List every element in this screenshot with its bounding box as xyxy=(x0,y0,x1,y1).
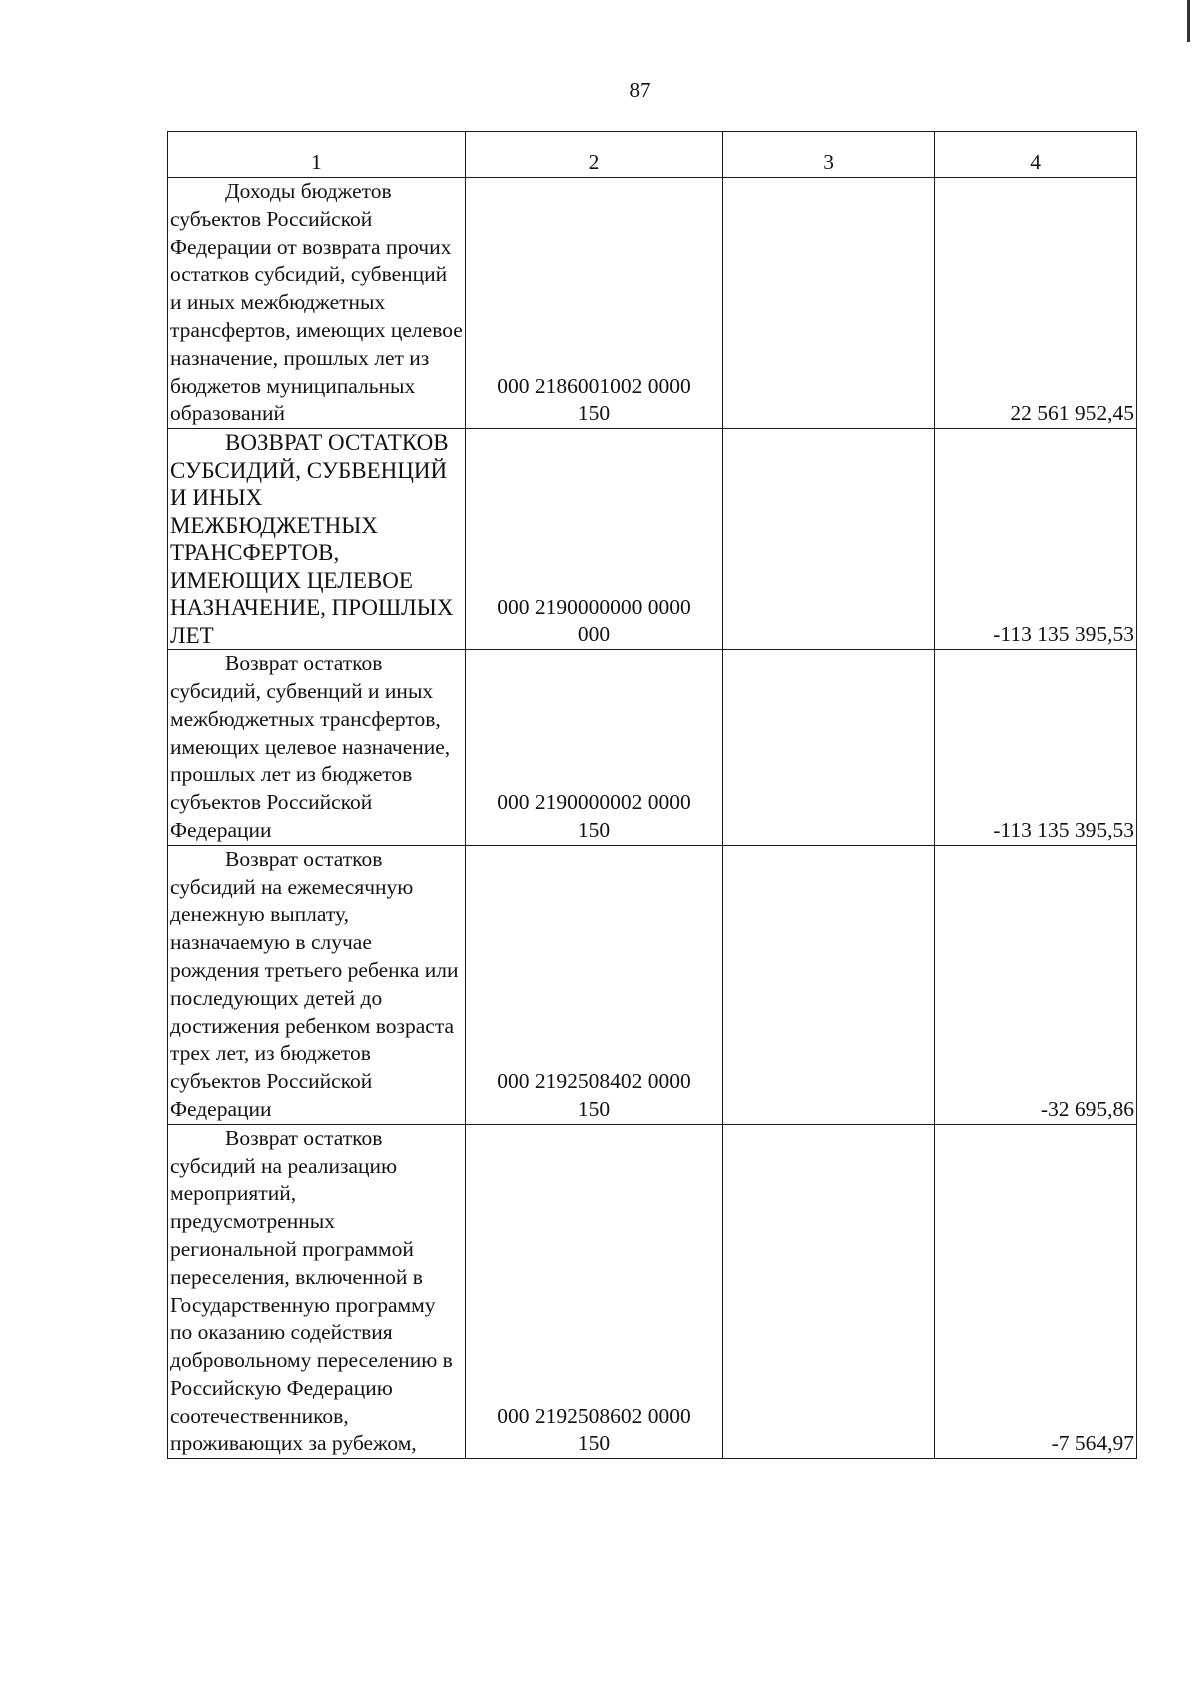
row-code: 000 2190000000 0000 000 xyxy=(497,594,691,647)
row-col3 xyxy=(723,178,935,429)
row-code: 000 2190000002 0000 150 xyxy=(497,790,691,842)
budget-table xyxy=(167,131,1137,1459)
header-col-3: 3 xyxy=(723,132,935,178)
row-code-cell xyxy=(465,845,722,1124)
row-name: Возврат остатков субсидий на ежемесячную денежную выплату, назначаемую в случае рождения третьего ребенка или последующих детей до достижения ребенком возраста трех лет, из бюджетов субъектов Российской Федерации xyxy=(168,845,466,1124)
row-name: Возврат остатков субсидий на реализацию мероприятий, предусмотренных региональной программой переселения, включенной в Государственную программу по оказанию содействия добровольному переселению в Российскую Федерацию соотечественников, проживающих за рубежом, xyxy=(168,1124,466,1459)
row-code: 000 2186001002 0000 150 xyxy=(497,373,691,426)
row-amount: 22 561 952,45 xyxy=(935,178,1137,429)
table-row xyxy=(168,429,1137,650)
header-col-1: 1 xyxy=(168,132,466,178)
header-col-2: 2 xyxy=(465,132,722,178)
row-name: Возврат остатков субсидий, субвенций и иных межбюджетных трансфертов, имеющих целевое назначение, прошлых лет из бюджетов субъектов Российской Федерации xyxy=(168,650,466,846)
table-row xyxy=(168,845,1137,1124)
row-code-cell xyxy=(465,650,722,846)
table-row xyxy=(168,178,1137,429)
row-col3 xyxy=(723,650,935,846)
row-amount: -113 135 395,53 xyxy=(935,429,1137,650)
row-col3 xyxy=(723,429,935,650)
row-amount: -7 564,97 xyxy=(935,1124,1137,1459)
table-row xyxy=(168,650,1137,846)
table-header-row xyxy=(168,132,1137,178)
scan-edge-mark xyxy=(1187,0,1190,42)
row-amount: -32 695,86 xyxy=(935,845,1137,1124)
table-row xyxy=(168,1124,1137,1459)
header-col-4: 4 xyxy=(935,132,1137,178)
row-code-cell xyxy=(465,178,722,429)
row-code-cell xyxy=(465,1124,722,1459)
row-name: Доходы бюджетов субъектов Российской Федерации от возврата прочих остатков субсидий, субвенций и иных межбюджетных трансфертов, имеющих целевое назначение, прошлых лет из бюджетов муниципальных образований xyxy=(168,178,466,429)
row-name: ВОЗВРАТ ОСТАТКОВ СУБСИДИЙ, СУБВЕНЦИЙ И ИНЫХ МЕЖБЮДЖЕТНЫХ ТРАНСФЕРТОВ, ИМЕЮЩИХ ЦЕЛЕВОЕ НАЗНАЧЕНИЕ, ПРОШЛЫХ ЛЕТ xyxy=(168,429,466,650)
row-amount: -113 135 395,53 xyxy=(935,650,1137,846)
row-col3 xyxy=(723,845,935,1124)
row-code-cell xyxy=(465,429,722,650)
page-number: 87 xyxy=(629,78,651,102)
row-col3 xyxy=(723,1124,935,1459)
row-code: 000 2192508602 0000 150 xyxy=(497,1403,691,1456)
row-code: 000 2192508402 0000 150 xyxy=(497,1069,691,1121)
